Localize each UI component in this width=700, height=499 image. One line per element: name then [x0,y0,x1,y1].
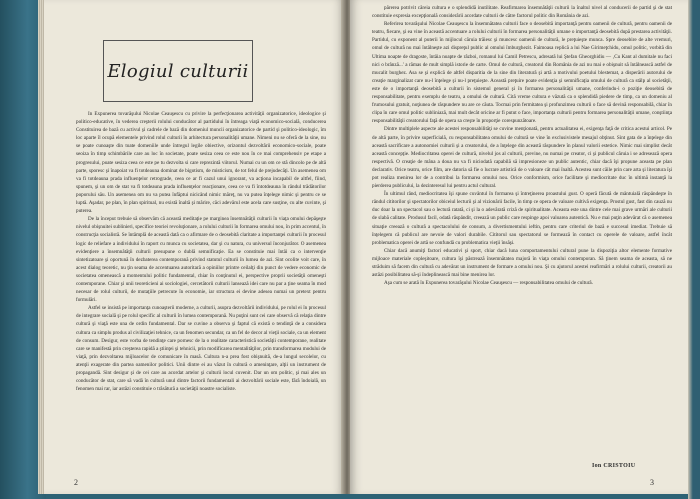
paragraph: Dintre multiplele aspecte ale acestei responsabilităţi se cuvine menţionată, pentru actualitatea ei, exigenţa faţă de critica acestui articol. Pe de altă parte, în privire superficială, cu responsabilitatea omului de cultură se vine în exclusivistele mesajul obţinut. Sint gata de a înţelege din această sacrificare a autonomiei culturii şi a creatorului, de a înţelege din această răspundere în planul valorii estetice. Nimic mai simplist decât această concepţie. Mediocritatea operei de cultură, nivelul jos al culturii, previne, nu numai pe creator, ci şi publicul căruia i se adresează opera respectivă. O creaţie de mâna a doua nu va fi niciodată capabilă să impresioneze un public autentic, chiar dacă îşi propune aceasta pe plan declarativ. Orice teatru, orice film, are datoria să fie o lucrare artistică de o valoare cât mai înaltă. Acestea sunt căile prin care arta şi literatura îşi pot realiza menirea lor de a contribui la formarea omului nou. Orice conformism, orice facilitate şi mediocritate duc în ultimă instanţă la pierderea publicului, la dezinteresul lui pentru actul cultural. [372,126,672,190]
article-title: Elogiul culturii [107,60,249,82]
paragraph: Referirea tovarăşului Nicolae Ceauşescu la însemnătatea culturii face o deosebită importanţă pentru oamenii de cultură, pentru oamenii de teatru, fiecare, şi ea vine în această accentuare a rolului culturii în formarea personalităţii umane o importanţă deosebită după prestarea activităţii. Partidul, cu exponent al puterii în mijlocul căruia trăiesc şi muncesc oamenii de cultură, le preţuieşte munca. Spre deosebire de alte vremuri, omul de cultură nu mai întâlneşte azi dispreţul public al omului îmburghezit. Faimoasa replică a lui Nae Girimeţchidu, omul politic, vorbită din Ultima noapte de dragoste, întâia noapte de război, romanul lui Camil Petrescu, adresată lui Ştefan Gheorghidiu — ‚Cu Kant al dumitale nu faci nici o brânză...' a rămas de mult simplă istorie de carte. Omul de cultură, creatorul din România de azi nu mai e obişnuit să întâlnească astfel de mucalit burghez. Asa se şi explică de altfel disparitia de la sine din literatură şi artă a motivului poetului blestemat, a disperării autorului de creaţie marginalizat care nu-l înţelege şi nu-l preţuieşte. Această preţuire poate evidenţia şi semnificaţia omului de cultură ca stâlp al societăţii, este de o importanţă deosebită a culturii în sistemul general şi în formarea personalităţii umane, conferindu-i o poziţie deosebită de responsabilitate, pentru exemplu de teatru, a omului de cultură. Cită vreme cultura e văzută ca o splendidă piedere de timp, ca un domeniu al frumosului gratuit, noţiunea de răspundere nu are ce căuta. Tocmai prin fermitatea şi profunzimea culturii o face să devină responsabilă, chiar în clipa în care omul politic subliniază, mai mult decât oricine ar fi putut o face, importanţa culturii pentru formarea personalităţii umane, conştiinţa responsabilităţii creatorului faţă de opera sa creşte în proporţie corespunzătoare. [372,21,672,125]
title-box [103,40,253,102]
page-number-left: 2 [74,478,78,487]
paragraph: Chiar dacă anumiţi factori educativi şi sport, chiar dacă luna comportamentului cultural pune la dispoziţia altor elemente formative mijloace materiale copleşitoare, cultura îşi păstrează însemnătatea majoră în viaţa omului contemporan. Să ţinem seama de aceasta, să ne străduim să facem din cultură cu adevărat un instrument de formare a omului nou. Şi cu ajutorul acestei reafirmări a rolului culturii, creatorii au astăzi posibilitatea să-şi îndeplinească mai bine menirea lor. [372,247,672,279]
left-column-text [76,110,326,478]
paragraph: părerea potrivit căreia cultura e o splendidă inutilitate. Reafirmarea însemnătăţii culturii la înaltul nivel al conducerii de partid şi de stat constituie expresia excepţională considerării acordate culturii de către factorul politic din România de azi. [372,5,672,20]
paragraph: Astfel se insistă pe importanţa cunoaşterii moderne, a culturii, asupra dezvoltării individului, pe rolul ei în procesul de integrare socială şi pe rolul specific al culturii în lumea contemporană. Nu puţini sunt cei care observă că relaţia dintre cultură şi viaţă este una de ordin fundamental. Dar se cuvine a observa şi faptul că există o tendinţă de a considera cultura ca simplu produs al civilizaţiei tehnice, ca un fenomen secundar, ca un fel de decor al vieţii sociale, ca un element de consum. Desigur, este vorba de tendinţe care pornesc de la o realitate caracteristică societăţii contemporane, realitate care se manifestă prin creşterea rapidă a ştiinţei şi tehnicii, prin modificarea mentalităţilor, prin transformarea modului de viaţă, prin dezvoltarea mijloacelor de comunicare în masă. Cultura n-a prea fost obişnuită, de-a lungul secolelor, cu atenţii exagerate din partea oamenilor politici. Unii dintre ei au văzut în cultură o ameninţare, alţii un instrument de propagandă. Sint desigur şi de cei care au acordat artelor şi culturii locul cuvenit. Dar un om politic, şi mai ales un conducător de stat, care să vadă în cultură unul dintre factorii fundamentali ai dezvoltării sociale este, fără îndoială, un fenomen mai rar, iar astăzi constituie o trăsătură a societăţii noastre socialiste. [76,305,326,393]
paragraph: De la început trebuie să observăm că această meditaţie pe marginea însemnătăţii culturii în viaţa omului depăşeşte nivelul obişnuitei sublinieri, specifice teoriei revoluţionare, a rolului culturii în formarea omului nou, în prim accentul, în construcţia socialistă. Se întâmplă de această dată ca o afirmare de o deosebită claritate a importanţei culturii în procesul logic de reliefare a individului în raport cu munca cu societatea, dar şi cu natura, cu universul înconjurător. O asemenea evidenţiere a însemnătăţii culturii presupune o dublă semnificaţie. Ea se constituie mai întâi ca o intervenţie sintetizatoare şi oportună în dezbaterea contemporană privind statutul culturii în lumea de azi. Sint ocolite voit care, în acest dialog teoretic, nu ţin seama de accentuarea autoritară a opiniilor printre ceilalţi din punct de vedere economic de societatea omenească a momentului politic fundamental, chiar în conţinutul ei, perspective proprii societăţii omeneşti contemporane. Chiar şi unii teoreticieni ai sociologiei, cercetătorii culturii lansează idei care nu par a ţine seama în mod necesar de rolul culturii, de mutaţiile petrecute în economie, iar structura ei devine adesea numai un pretext pentru formulări. [76,216,326,304]
paragraph: Aşa cum se arată în Expunerea tovarăşului Nicolae Ceauşescu — responsabilitatea omului de cultură. [384,280,593,287]
paragraph: In Expunerea tovarăşului Nicolae Ceauşescu cu privire la perfecţionarea activităţii organizatorice, ideologice şi politico-educative, în vederea creşterii rolului conducător al partidului în întreaga viaţă economico-socială, conducerea Constituirea de bază cu activul şi cadrele de bază din domeniul muncii organizatorice de partid şi politico-ideologic, îm loc aparte îl ocupă elementele privind rolul culturii în arhitectura personalităţii umane. Nimeni nu se oferă de la sine, nu se poate cunoaşte din toate domeniile unde întregul legile obiective, orizontul dezvoltării economico-sociale, poate seoiza în timp schimbările care au loc în societate, poate sesiza ceea ce este nou în ce mai comprehensiv pe etape a progresului, poate sesiza ceea ce este pe tu dezvolta si care reprezintă viitorul. Numai cu un om ce stă dincolo pe de altă parte, sporesc şi înapoiat va fi totdeauna dominat de bigotism, de misticism, de tot felul de prejudecăţi. Un asemenea om va fi totdeauna prada influenţelor retrograde, ceea ce ar fi cazul unui ignorant, va acţiona incapabil de altfel, fiind, spunem, şi un om de stat va fi totdeauna prada influenţelor reacţionare, ceea ce va fi întotdeauna în rândul trădătorilor poporului său. Un asemenea om nu va putea înfăptui nicicând nimic măreţ, nu va putea înţelege nimic şi pentru ce se luptă. Aşadar, pe plan, în plan spiritual, nu există înaltă şi mărire, căci adevărul este acela care susţine, cu alte cuvinte, şi puterea. [76,111,326,215]
paragraph: În ultimul rând, mediocritatea îşi spune cuvântul în formarea şi întreţinerea proastului gust. O operă făcută de mântuială răspândeşte în rândul cititorilor şi spectatorilor obiceiul lecturii şi al vizionării facile, în timp ce opera de valoare cultivă exigenţa. Prostul gust, fast din cauză nu duc doar la un spectacol sau o lectură ratată, ci şi la o adevărată criză de spiritualitate. Aceasta este una dintre cele mai grave urmări ale culturii de slabă calitate. Produsul facil, odată răspândit, creează un public care respinge apoi valoarea autentică. Nu e mai puţin adevărat că o asemenea situaţie creează o cultură a spectacolului de consum, a divertismentului ieftin, pentru care criteriul de bază e succesul imediat. Trebuie să înţelegem că publicul are nevoie de valori durabile. Cititorul sau spectatorul se formează în contact cu operele de valoare, astfel încât problematica operei de artă se confundă cu problematica vieţii însăşi. [372,191,672,246]
right-column-text [372,4,672,468]
right-page-edges [688,0,700,499]
page-number-right: 3 [650,478,654,487]
author-signature: Ion CRISTOIU [592,463,636,469]
